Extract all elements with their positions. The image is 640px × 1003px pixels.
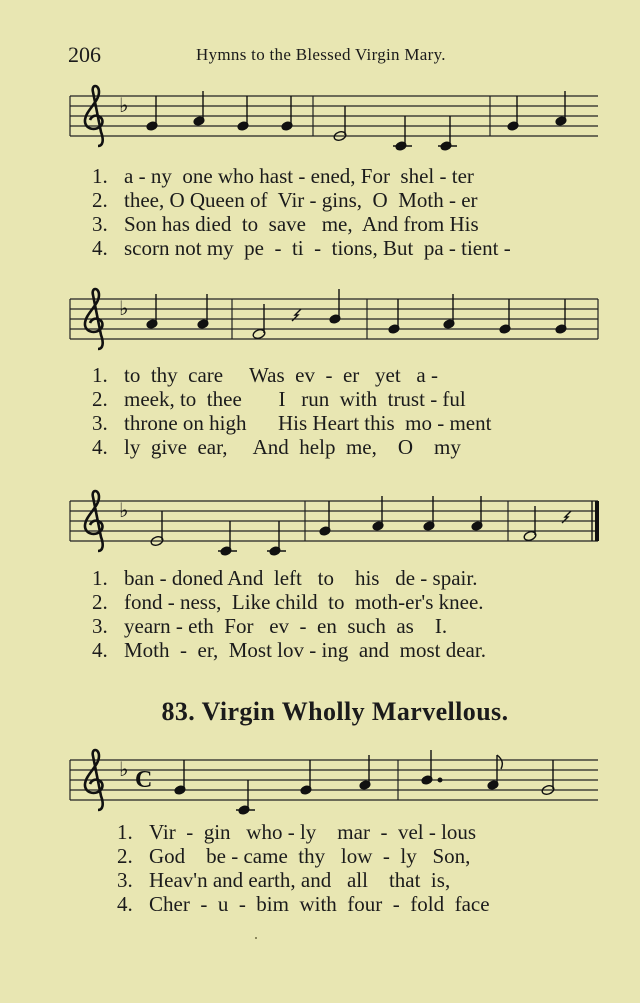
lyric-line: 1. Vir - gin who - ly mar - vel - lous	[117, 820, 477, 844]
music-staff-4	[0, 744, 640, 824]
page-number: 206	[68, 42, 101, 67]
lyric-line: 3. Son has died to save me, And from His	[92, 212, 479, 236]
hymn-title: 83. Virgin Wholly Marvellous.	[161, 697, 509, 726]
common-time-icon: C	[135, 767, 153, 793]
lyric-line: 4. ly give ear, And help me, O my	[92, 435, 461, 459]
lyric-line: 4. Moth - er, Most lov - ing and most dear.	[92, 638, 486, 662]
lyric-line: 2. thee, O Queen of Vir - gins, O Moth - er	[92, 188, 478, 212]
lyric-line: 2. fond - ness, Like child to moth-er's knee.	[92, 590, 484, 614]
flat-key-icon: ♭	[119, 500, 129, 522]
running-title: Hymns to the Blessed Virgin Mary.	[196, 45, 446, 64]
lyrics-block-2	[92, 363, 491, 459]
music-staff-2	[0, 283, 640, 363]
lyric-line: 1. a - ny one who hast - ened, For shel - ter	[92, 164, 474, 188]
lyric-line: 3. yearn - eth For ev - en such as I.	[92, 614, 448, 638]
page-header	[68, 42, 598, 68]
lyric-line: 2. God be - came thy low - ly Son,	[117, 844, 471, 868]
music-staff-1	[0, 80, 640, 160]
lyric-line: 1. ban - doned And left to his de - spair.	[92, 566, 478, 590]
lyrics-block-3	[92, 566, 486, 662]
lyrics-block-1	[92, 164, 511, 260]
lyric-line: 4. scorn not my pe - ti - tions, But pa - tient -	[92, 236, 511, 260]
lyric-line: 3. Heav'n and earth, and all that is,	[117, 868, 451, 892]
lyric-line: 1. to thy care Was ev - er yet a -	[92, 363, 438, 387]
lyric-line: 3. throne on high His Heart this mo - ment	[92, 411, 492, 435]
lyric-line: 2. meek, to thee I run with trust - ful	[92, 387, 466, 411]
music-staff-3	[0, 485, 640, 565]
lyric-line: 4. Cher - u - bim with four - fold face	[117, 892, 490, 916]
paper-speck	[255, 937, 257, 939]
flat-key-icon: ♭	[119, 95, 129, 117]
flat-key-icon: ♭	[119, 298, 129, 320]
flat-key-icon: ♭	[119, 759, 129, 781]
lyrics-block-4	[117, 820, 490, 916]
